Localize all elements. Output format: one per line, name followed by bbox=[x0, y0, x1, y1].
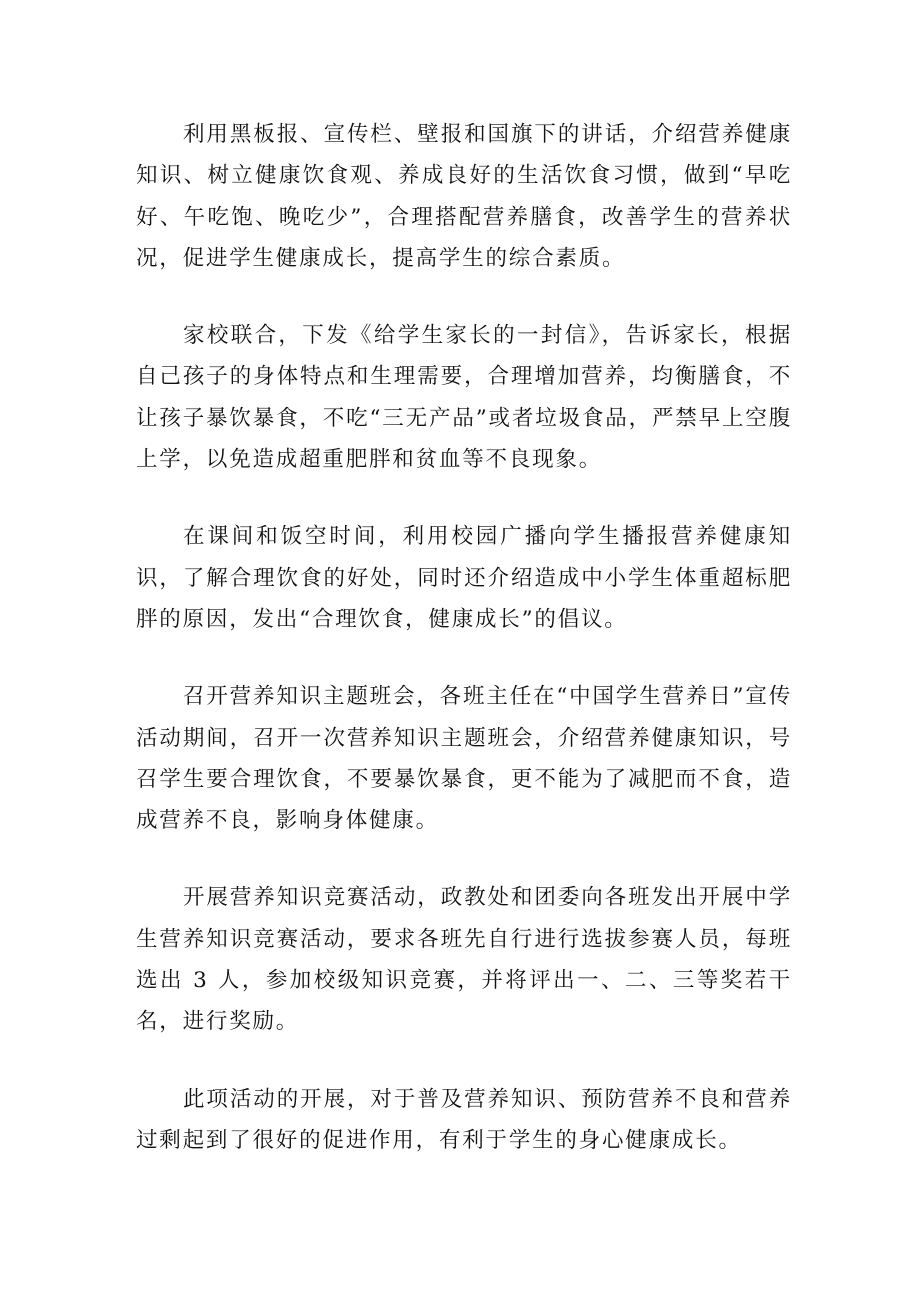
paragraph-publicity-board: 利用黑板报、宣传栏、壁报和国旗下的讲话，介绍营养健康知识、树立健康饮食观、养成良好的生活饮食习惯，做到“早吃好、午吃饱、晚吃少”，合理搭配营养膳食，改善学生的营养状况，促进学生健康成长，提高学生的综合素质。 bbox=[136, 122, 792, 271]
paragraph-knowledge-contest: 开展营养知识竞赛活动，政教处和团委向各班发出开展中学生营养知识竞赛活动，要求各班先自行进行选拔参赛人员，每班选出 3 人，参加校级知识竞赛，并将评出一、二、三等奖若干名，进行奖励。 bbox=[136, 885, 792, 1035]
paragraph-conclusion: 此项活动的开展，对于普及营养知识、预防营养不良和营养过剩起到了很好的促进作用，有利于学生的身心健康成长。 bbox=[136, 1086, 792, 1153]
paragraph-home-school-letter: 家校联合，下发《给学生家长的一封信》，告诉家长，根据自己孩子的身体特点和生理需要，合理增加营养，均衡膳食，不让孩子暴饮暴食，不吃“三无产品”或者垃圾食品，严禁早上空腹上学，以免造成超重肥胖和贫血等不良现象。 bbox=[136, 323, 792, 473]
paragraph-campus-broadcast: 在课间和饭空时间，利用校园广播向学生播报营养健康知识，了解合理饮食的好处，同时还介绍造成中小学生体重超标肥胖的原因，发出“合理饮食，健康成长”的倡议。 bbox=[136, 524, 792, 632]
paragraph-class-meeting: 召开营养知识主题班会，各班主任在“中国学生营养日”宣传活动期间，召开一次营养知识主题班会，介绍营养健康知识，号召学生要合理饮食，不要暴饮暴食，更不能为了减肥而不食，造成营养不良，影响身体健康。 bbox=[136, 684, 792, 834]
document-page bbox=[136, 114, 792, 1197]
